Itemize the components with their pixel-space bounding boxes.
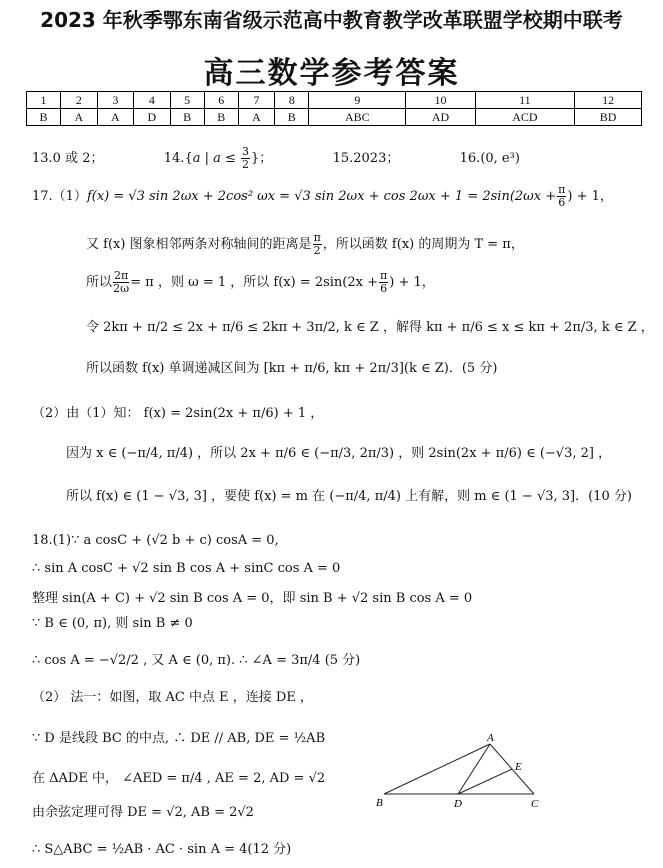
answer-key: A [97, 109, 134, 126]
vertex-label-d: D [454, 798, 462, 810]
q18-line-10: ∴ S△ABC = ½AB · AC · sin A = 4(12 分) [32, 842, 292, 857]
q18-line-9: 由余弦定理可得 DE = √2, AB = 2√2 [32, 805, 254, 820]
question-number: 10 [406, 92, 475, 109]
exam-title: 2023 年秋季鄂东南省级示范高中教育教学改革联盟学校期中联考 [40, 8, 623, 32]
question-number-row [27, 92, 642, 109]
answer-key-row [27, 109, 642, 126]
answer-14-pre: 14.{ [163, 151, 193, 166]
question-number: 7 [238, 92, 275, 109]
answer-key: ACD [475, 109, 575, 126]
question-number: 9 [309, 92, 406, 109]
q17-line-7: 因为 x ∈ (−π/4, π/4) ，所以 2x + π/6 ∈ (−π/3, 2π/3) ，则 2sin(2x + π/6) ∈ (−√3, 2] ， [66, 446, 612, 461]
fill-in-answers [32, 146, 520, 171]
answer-table [26, 91, 642, 126]
q18-line-6: （2） 法一：如图，取 AC 中点 E ，连接 DE ， [32, 690, 313, 705]
q18-line-3: 整理 sin(A + C) + √2 sin B cos A = 0，即 sin B + √2 sin B cos A = 0 [32, 591, 473, 606]
answer-key: B [170, 109, 204, 126]
vertex-label-b: B [376, 797, 383, 809]
q17-line-8: 所以 f(x) ∈ (1 − √3, 3] ，要使 f(x) = m 在 (−π/4, π/4) 上有解，则 m ∈ (1 − √3, 3]．(10 分) [66, 489, 632, 504]
q18-line-2: ∴ sin A cosC + √2 sin B cos A + sinC cos A = 0 [32, 561, 341, 576]
q18-line-7: ∵ D 是线段 BC 的中点, ∴ DE // AB, DE = ½AB [32, 731, 326, 746]
q17-line-4: 令 2kπ + π/2 ≤ 2x + π/6 ≤ 2kπ + 3π/2, k ∈ Z ，解得 kπ + π/6 ≤ x ≤ kπ + 2π/3, k ∈ Z ， [86, 320, 654, 335]
answer-key: A [61, 109, 98, 126]
fraction: $\frac{3}{2}$ [242, 145, 250, 171]
q18-line-5: ∴ cos A = −√2/2 , 又 A ∈ (0, π). ∴ ∠A = 3π/4 (5 分) [32, 653, 361, 668]
q18-line-8: 在 ΔADE 中， ∠AED = π/4 , AE = 2, AD = √2 [32, 771, 326, 786]
answer-key: ABC [309, 109, 406, 126]
q17-line-6: （2）由（1）知： f(x) = 2sin(2x + π/6) + 1 ， [32, 406, 324, 421]
q17-line-5: 所以函数 f(x) 单调递减区间为 [kπ + π/6, kπ + 2π/3](k ∈ Z)．(5 分) [86, 361, 498, 376]
answer-key: D [134, 109, 171, 126]
q17-line-1: 17.（1）f(x) = √3 sin 2ωx + 2cos² ωx = √3 sin 2ωx + cos 2ωx + 1 = 2sin(2ωx + $\frac{\pi}{6}$ ) + 1， [32, 183, 613, 209]
question-number: 3 [97, 92, 134, 109]
answer-key: A [238, 109, 275, 126]
q18-line-1: 18.(1)∵ a cosC + (√2 b + c) cosA = 0, [32, 533, 279, 548]
answer-key: AD [406, 109, 475, 126]
question-number: 6 [204, 92, 238, 109]
answer-key: BD [575, 109, 642, 126]
answer-16: 16.(0, e³) [459, 151, 520, 166]
q17-line-2: 又 f(x) 图象相邻两条对称轴间的距离是 $\frac{\pi}{2}$ ，所以函数 f(x) 的周期为 T = π， [86, 231, 524, 257]
answer-key: B [27, 109, 61, 126]
question-number: 11 [475, 92, 575, 109]
answer-key-title: 高三数学参考答案 [203, 56, 460, 91]
q18-line-4: ∵ B ∈ (0, π), 则 sin B ≠ 0 [32, 616, 193, 631]
question-number: 1 [27, 92, 61, 109]
answer-14-post: }； [251, 151, 273, 166]
vertex-label-a: A [487, 732, 494, 744]
question-number: 2 [61, 92, 98, 109]
question-number: 12 [575, 92, 642, 109]
question-number: 8 [275, 92, 309, 109]
question-number: 4 [134, 92, 171, 109]
triangle-figure [370, 730, 550, 810]
answer-14-set: a | a ≤ [192, 151, 236, 166]
answer-13: 13.0 或 2； [32, 151, 104, 166]
question-number: 5 [170, 92, 204, 109]
answer-key: B [275, 109, 309, 126]
answer-key: B [204, 109, 238, 126]
answer-15: 15.2023； [332, 151, 400, 166]
q17-line-3: 所以 $\frac{2\pi}{2\omega}$ = π ，则 ω = 1 ，所以 f(x) = 2sin(2x + $\frac{\pi}{6}$ ) + 1， [86, 269, 435, 295]
vertex-label-c: C [531, 798, 539, 810]
vertex-label-e: E [515, 761, 522, 773]
